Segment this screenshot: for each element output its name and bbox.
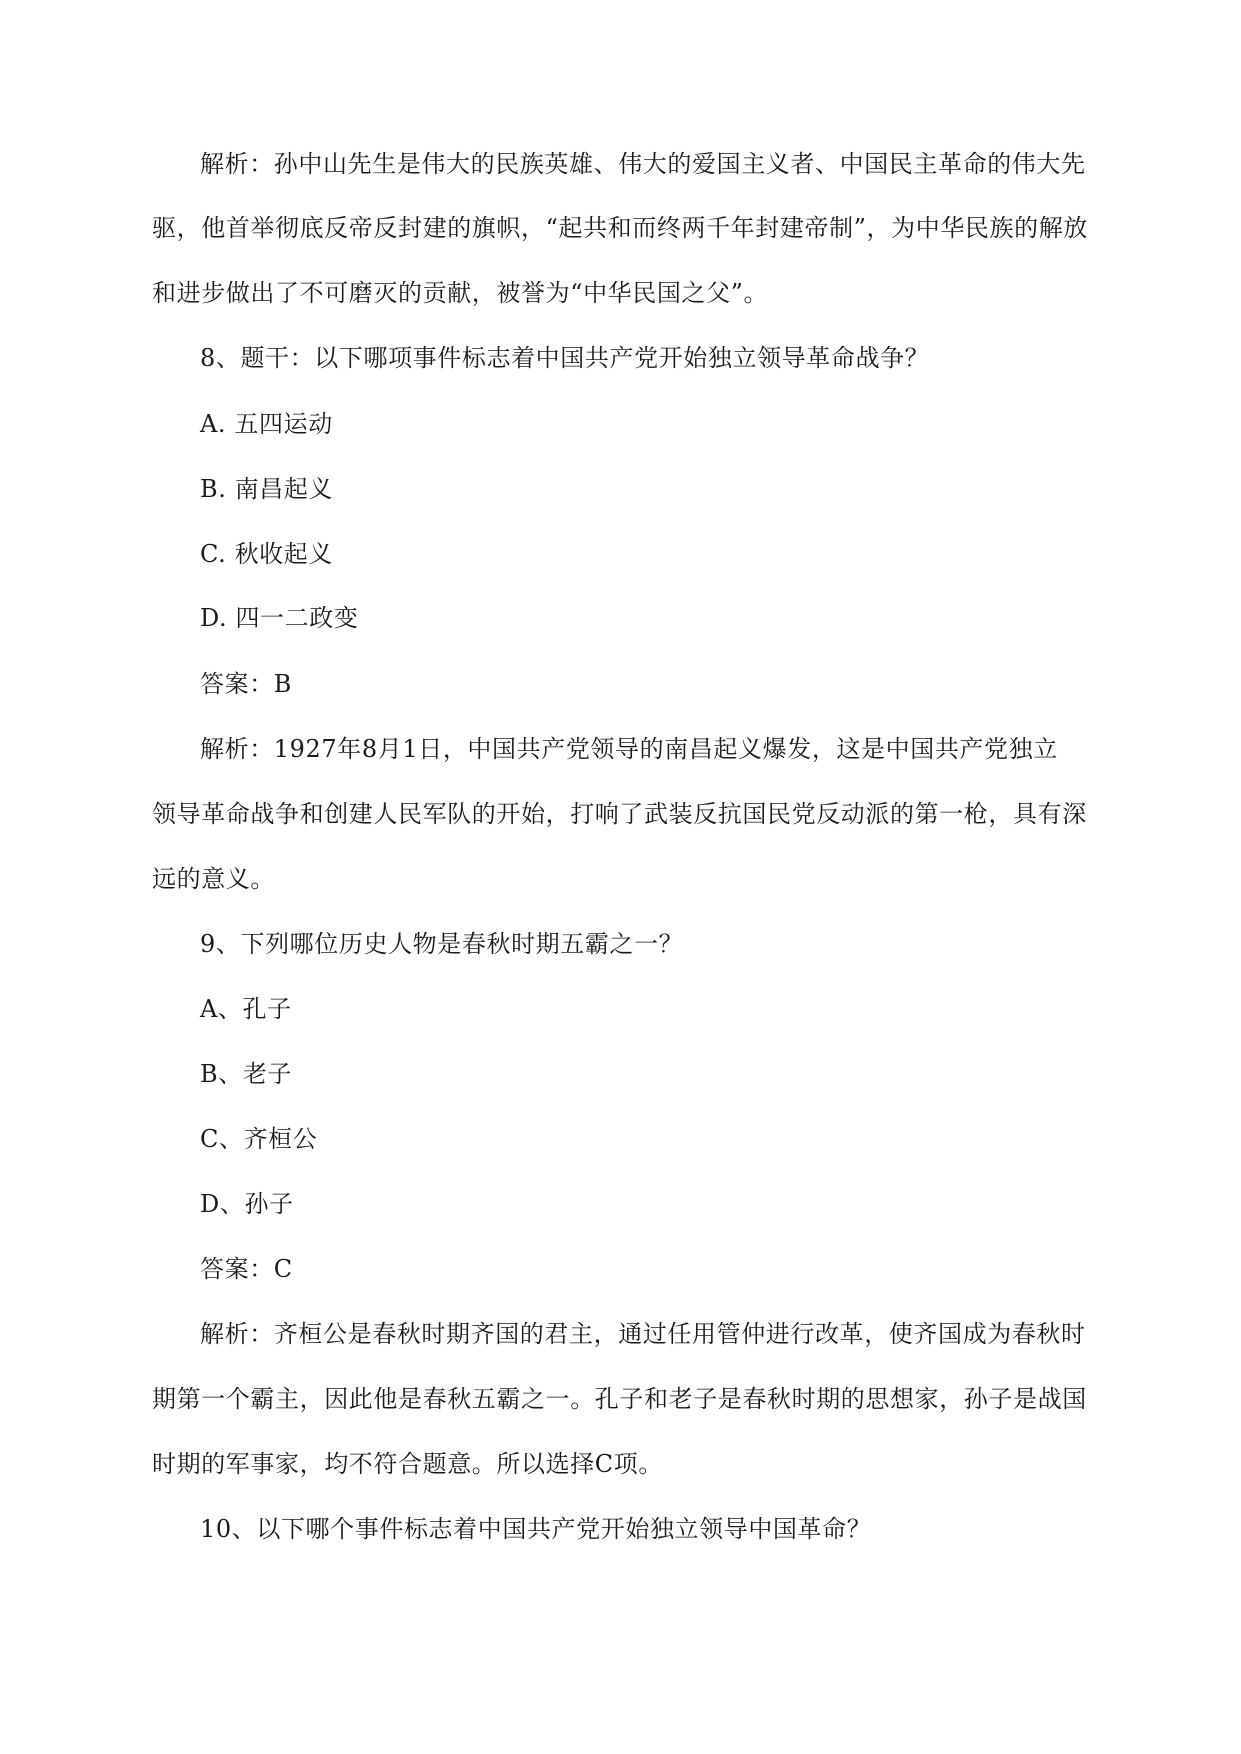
q8-option-d: D. 四一二政变 — [200, 604, 359, 632]
q7-analysis-line-3: 和进步做出了不可磨灭的贡献，被誉为“中华民国之父”。 — [152, 279, 769, 307]
q8-stem: 8、题干：以下哪项事件标志着中国共产党开始独立领导革命战争？ — [200, 344, 930, 372]
q9-option-b: B、老子 — [200, 1060, 293, 1088]
q9-answer: 答案：C — [200, 1255, 293, 1283]
q8-analysis-line-3: 远的意义。 — [152, 865, 275, 893]
q8-option-b: B. 南昌起义 — [200, 475, 334, 503]
q9-option-a: A、孔子 — [200, 995, 292, 1023]
q9-analysis-line-3: 时期的军事家，均不符合题意。所以选择C项。 — [152, 1450, 663, 1478]
q8-answer: 答案：B — [200, 670, 293, 698]
q10-stem: 10、以下哪个事件标志着中国共产党开始独立领导中国革命？ — [200, 1515, 872, 1543]
q7-analysis-line-2: 驱，他首举彻底反帝反封建的旗帜，“起共和而终两千年封建帝制”，为中华民族的解放 — [152, 214, 1088, 242]
q9-option-d: D、孙子 — [200, 1190, 294, 1218]
q9-analysis-line-1: 解析：齐桓公是春秋时期齐国的君主，通过任用管仲进行改革，使齐国成为春秋时 — [200, 1320, 1086, 1348]
q7-analysis-line-1: 解析：孙中山先生是伟大的民族英雄、伟大的爱国主义者、中国民主革命的伟大先 — [200, 150, 1086, 178]
q8-option-a: A. 五四运动 — [200, 410, 333, 438]
q8-option-c: C. 秋收起义 — [200, 540, 333, 568]
q9-option-c: C、齐桓公 — [200, 1125, 318, 1153]
q8-analysis-line-1: 解析：1927年8月1日，中国共产党领导的南昌起义爆发，这是中国共产党独立 — [200, 735, 1058, 763]
q9-stem: 9、下列哪位历史人物是春秋时期五霸之一？ — [200, 930, 684, 958]
q9-analysis-line-2: 期第一个霸主，因此他是春秋五霸之一。孔子和老子是春秋时期的思想家，孙子是战国 — [152, 1385, 1087, 1413]
q8-analysis-line-2: 领导革命战争和创建人民军队的开始，打响了武装反抗国民党反动派的第一枪，具有深 — [152, 800, 1087, 828]
